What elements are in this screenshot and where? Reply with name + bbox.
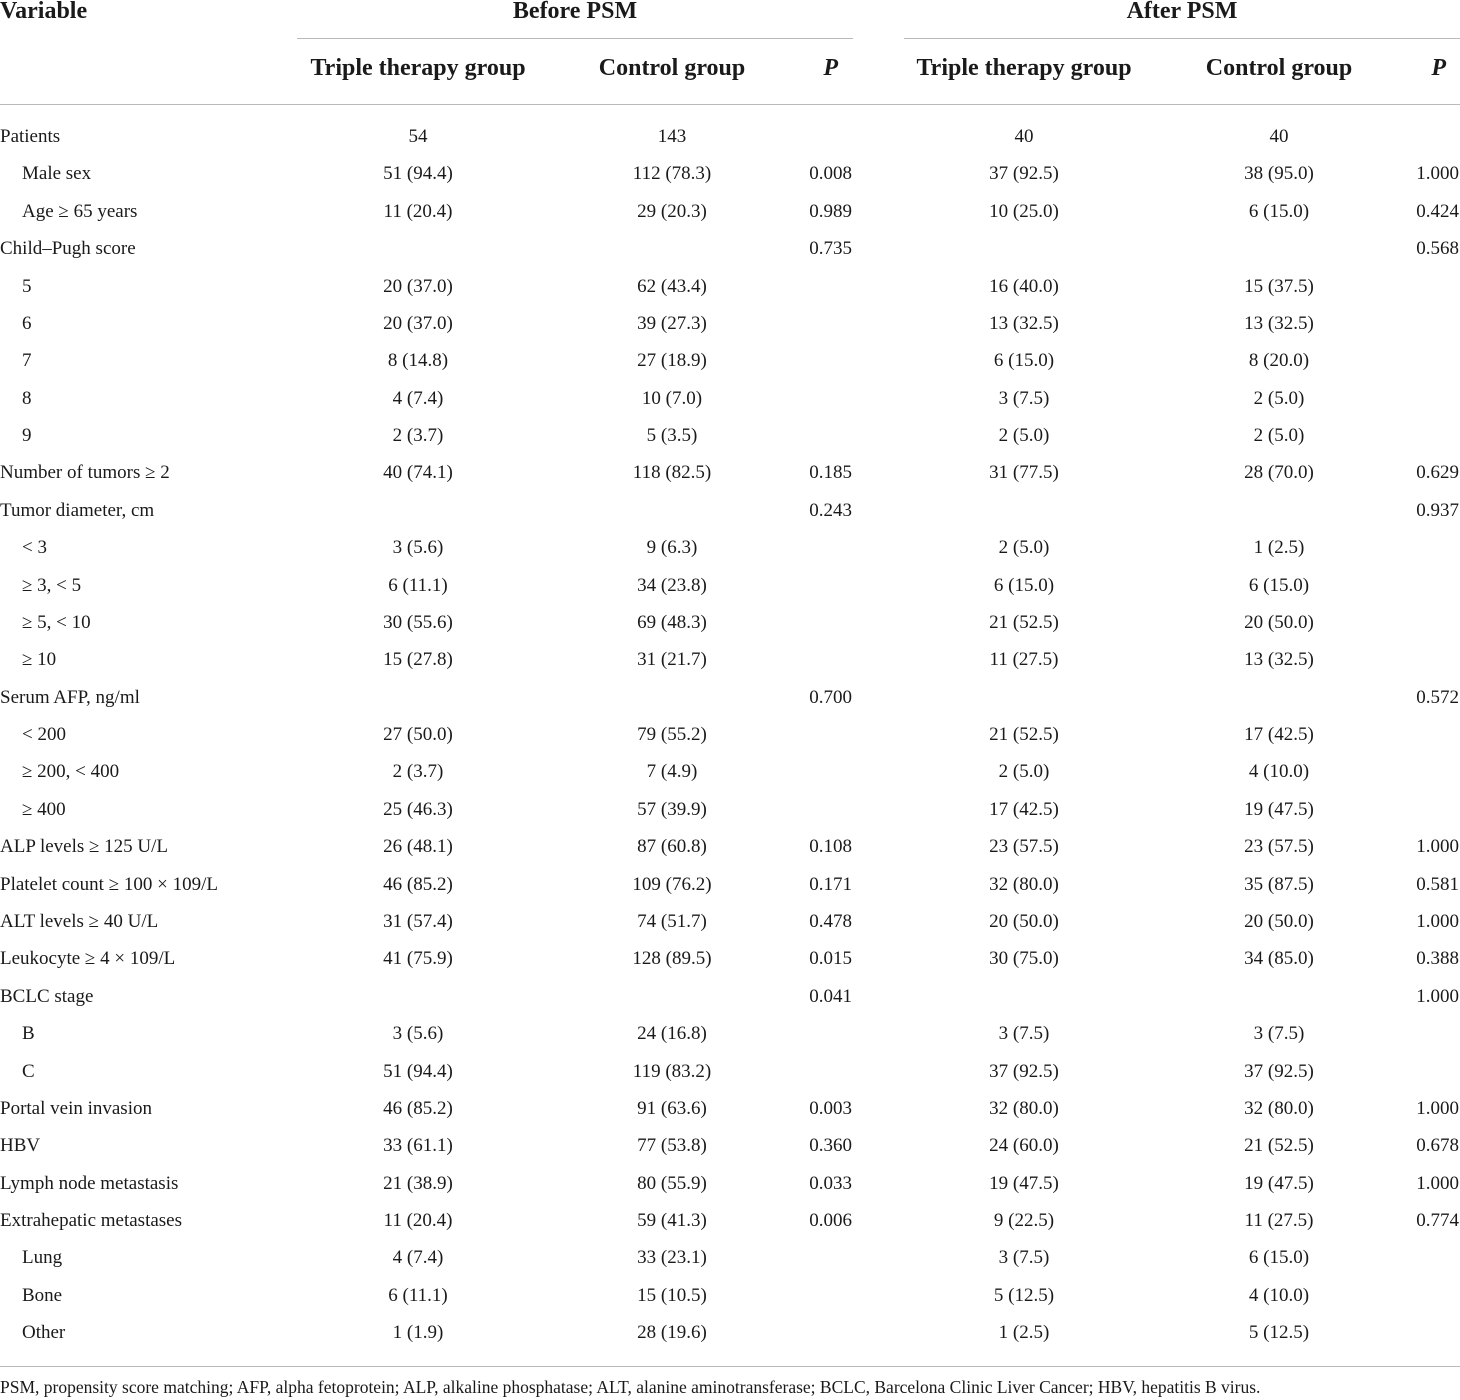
- cell-before-control: 77 (53.8): [637, 1135, 707, 1157]
- cell-before-triple: 20 (37.0): [383, 275, 453, 297]
- cell-after-control: 17 (42.5): [1244, 724, 1314, 746]
- cell-before-control: 74 (51.7): [637, 910, 707, 932]
- cell-after-control: 34 (85.0): [1244, 948, 1314, 970]
- row-label: Number of tumors ≥ 2: [0, 462, 170, 484]
- cell-after-p: 0.581: [1416, 873, 1459, 895]
- cell-before-p: 0.735: [809, 238, 852, 260]
- cell-after-control: 6 (15.0): [1248, 200, 1310, 222]
- table-row: [0, 1202, 1460, 1239]
- cell-after-triple: 32 (80.0): [989, 873, 1059, 895]
- cell-after-triple: 31 (77.5): [989, 462, 1059, 484]
- table-row: [0, 1127, 1460, 1164]
- header-after-psm: After PSM: [1126, 0, 1238, 24]
- cell-after-triple: 19 (47.5): [989, 1172, 1059, 1194]
- cell-before-triple: 54: [408, 126, 428, 147]
- row-label: Child–Pugh score: [0, 238, 136, 260]
- cell-after-p: 1.000: [1416, 1172, 1459, 1194]
- cell-after-control: 35 (87.5): [1244, 873, 1314, 895]
- row-label: Portal vein invasion: [0, 1097, 152, 1119]
- cell-after-triple: 40: [1014, 126, 1034, 147]
- table-footnote: PSM, propensity score matching; AFP, alpha fetoprotein; ALP, alkaline phosphatase; ALT, alanine aminotransferase; BCLC, Barcelona Clinic Liver Cancer; HBV, hepatitis B virus.: [0, 1377, 1261, 1397]
- cell-before-triple: 51 (94.4): [383, 163, 453, 185]
- cell-after-control: 20 (50.0): [1244, 910, 1314, 932]
- cell-after-triple: 3 (7.5): [998, 387, 1050, 409]
- row-label: Lymph node metastasis: [0, 1172, 179, 1194]
- cell-after-control: 21 (52.5): [1244, 1135, 1314, 1157]
- cell-after-control: 1 (2.5): [1253, 537, 1305, 559]
- row-label: ALT levels ≥ 40 U/L: [0, 910, 159, 932]
- cell-after-control: 19 (47.5): [1244, 798, 1314, 820]
- cell-before-triple: 33 (61.1): [383, 1135, 453, 1157]
- cell-after-control: 40: [1269, 126, 1289, 147]
- cell-before-triple: 4 (7.4): [392, 387, 444, 409]
- row-label: 5: [22, 275, 32, 297]
- cell-after-control: 2 (5.0): [1253, 387, 1305, 409]
- cell-after-triple: 30 (75.0): [989, 948, 1059, 970]
- table-row: [0, 1277, 1460, 1314]
- table-row: [0, 454, 1460, 491]
- cell-before-triple: 6 (11.1): [388, 574, 448, 596]
- row-label: 6: [22, 312, 32, 334]
- table-row: [0, 380, 1460, 417]
- cell-before-control: 15 (10.5): [637, 1284, 707, 1306]
- cell-after-p: 1.000: [1416, 836, 1459, 858]
- cell-before-p: 0.243: [809, 499, 852, 521]
- cell-after-p: 1.000: [1416, 985, 1459, 1007]
- header-after-p: P: [1431, 55, 1446, 81]
- header-variable: Variable: [0, 0, 88, 24]
- cell-after-control: 37 (92.5): [1244, 1060, 1314, 1082]
- row-label: Lung: [22, 1247, 63, 1269]
- cell-after-triple: 2 (5.0): [998, 537, 1050, 559]
- cell-before-triple: 20 (37.0): [383, 312, 453, 334]
- row-label: ≥ 200, < 400: [22, 761, 120, 783]
- row-label: ≥ 5, < 10: [22, 611, 91, 633]
- cell-before-triple: 3 (5.6): [392, 1023, 444, 1045]
- cell-before-control: 59 (41.3): [637, 1210, 707, 1232]
- table-row: [0, 903, 1460, 940]
- after-psm-underline: [904, 38, 1460, 39]
- table-row: [0, 1015, 1460, 1052]
- table-row: [0, 567, 1460, 604]
- cell-after-control: 28 (70.0): [1244, 462, 1314, 484]
- cell-before-triple: 8 (14.8): [387, 350, 449, 372]
- row-label: BCLC stage: [0, 985, 94, 1007]
- cell-before-triple: 46 (85.2): [383, 873, 453, 895]
- table-row: [0, 118, 1460, 155]
- row-label: Platelet count ≥ 100 × 109/L: [0, 873, 218, 895]
- cell-after-p: 0.774: [1416, 1210, 1459, 1232]
- cell-after-p: 1.000: [1416, 910, 1459, 932]
- cell-before-control: 119 (83.2): [632, 1060, 712, 1082]
- header-before-psm: Before PSM: [512, 0, 638, 24]
- cell-after-triple: 1 (2.5): [998, 1322, 1050, 1344]
- cell-before-control: 57 (39.9): [637, 798, 707, 820]
- table-row: [0, 342, 1460, 379]
- cell-before-control: 5 (3.5): [646, 425, 698, 447]
- cell-before-triple: 51 (94.4): [383, 1060, 453, 1082]
- cell-before-control: 33 (23.1): [637, 1247, 707, 1269]
- cell-before-p: 0.171: [809, 873, 852, 895]
- cell-before-triple: 46 (85.2): [383, 1097, 453, 1119]
- row-label: 8: [22, 387, 32, 409]
- cell-before-control: 62 (43.4): [637, 275, 707, 297]
- cell-after-triple: 24 (60.0): [989, 1135, 1059, 1157]
- cell-after-p: 0.424: [1416, 200, 1459, 222]
- cell-before-triple: 31 (57.4): [383, 910, 453, 932]
- cell-before-p: 0.185: [809, 462, 852, 484]
- cell-after-triple: 17 (42.5): [989, 798, 1059, 820]
- cell-before-triple: 27 (50.0): [383, 724, 453, 746]
- cell-after-triple: 21 (52.5): [989, 724, 1059, 746]
- cell-before-triple: 2 (3.7): [392, 761, 444, 783]
- table-row: [0, 492, 1460, 529]
- cell-after-triple: 37 (92.5): [989, 1060, 1059, 1082]
- cell-before-triple: 11 (20.4): [383, 1210, 453, 1232]
- row-label: < 3: [22, 537, 47, 559]
- cell-before-triple: 4 (7.4): [392, 1247, 444, 1269]
- cell-before-control: 91 (63.6): [637, 1097, 707, 1119]
- header-before-p: P: [823, 55, 838, 81]
- cell-before-triple: 41 (75.9): [383, 948, 453, 970]
- row-label: Age ≥ 65 years: [22, 200, 138, 222]
- cell-before-triple: 11 (20.4): [383, 200, 453, 222]
- table-row: [0, 193, 1460, 230]
- cell-after-triple: 3 (7.5): [998, 1247, 1050, 1269]
- cell-after-p: 1.000: [1416, 1097, 1459, 1119]
- cell-before-control: 28 (19.6): [637, 1322, 707, 1344]
- cell-before-control: 10 (7.0): [641, 387, 703, 409]
- table-row: [0, 940, 1460, 977]
- cell-before-p: 0.003: [809, 1097, 852, 1119]
- cell-before-control: 128 (89.5): [632, 948, 712, 970]
- cell-before-control: 112 (78.3): [632, 163, 712, 185]
- cell-before-triple: 30 (55.6): [383, 611, 453, 633]
- cell-after-triple: 20 (50.0): [989, 910, 1059, 932]
- cell-before-control: 39 (27.3): [637, 312, 707, 334]
- table-row: [0, 1314, 1460, 1351]
- cell-before-control: 24 (16.8): [637, 1023, 707, 1045]
- cell-after-triple: 16 (40.0): [989, 275, 1059, 297]
- cell-before-control: 79 (55.2): [637, 724, 707, 746]
- cell-before-triple: 26 (48.1): [383, 836, 453, 858]
- before-psm-underline: [297, 38, 853, 39]
- header-before-control: Control group: [598, 55, 746, 81]
- cell-after-control: 6 (15.0): [1248, 1247, 1310, 1269]
- cell-after-control: 15 (37.5): [1244, 275, 1314, 297]
- table-row: [0, 1090, 1460, 1127]
- cell-after-control: 3 (7.5): [1253, 1023, 1305, 1045]
- cell-before-control: 34 (23.8): [637, 574, 707, 596]
- cell-after-control: 4 (10.0): [1248, 1284, 1310, 1306]
- cell-after-p: 0.678: [1416, 1135, 1459, 1157]
- row-label: Patients: [0, 126, 61, 147]
- table-row: [0, 978, 1460, 1015]
- cell-after-p: 1.000: [1416, 163, 1459, 185]
- cell-after-p: 0.937: [1416, 499, 1459, 521]
- cell-before-triple: 15 (27.8): [383, 649, 453, 671]
- cell-after-triple: 37 (92.5): [989, 163, 1059, 185]
- cell-after-triple: 13 (32.5): [989, 312, 1059, 334]
- row-label: Serum AFP, ng/ml: [0, 686, 140, 708]
- cell-before-triple: 40 (74.1): [383, 462, 453, 484]
- cell-after-control: 11 (27.5): [1244, 1210, 1314, 1232]
- row-label: Leukocyte ≥ 4 × 109/L: [0, 948, 176, 970]
- table-row: [0, 679, 1460, 716]
- header-before-triple: Triple therapy group: [310, 55, 526, 81]
- table-row: [0, 268, 1460, 305]
- cell-before-control: 87 (60.8): [637, 836, 707, 858]
- cell-after-triple: 21 (52.5): [989, 611, 1059, 633]
- cell-before-triple: 6 (11.1): [388, 1284, 448, 1306]
- cell-before-control: 7 (4.9): [646, 761, 698, 783]
- header-after-triple: Triple therapy group: [916, 55, 1132, 81]
- row-label: < 200: [22, 724, 66, 746]
- table-row: [0, 230, 1460, 267]
- table-row: [0, 1053, 1460, 1090]
- cell-before-p: 0.006: [809, 1210, 852, 1232]
- cell-before-p: 0.478: [809, 910, 852, 932]
- cell-after-control: 38 (95.0): [1244, 163, 1314, 185]
- cell-after-control: 20 (50.0): [1244, 611, 1314, 633]
- cell-after-control: 23 (57.5): [1244, 836, 1314, 858]
- table-row: [0, 417, 1460, 454]
- cell-after-triple: 10 (25.0): [989, 200, 1059, 222]
- cell-after-triple: 5 (12.5): [993, 1284, 1055, 1306]
- cell-before-control: 80 (55.9): [637, 1172, 707, 1194]
- cell-before-control: 31 (21.7): [637, 649, 707, 671]
- cell-after-p: 0.629: [1416, 462, 1459, 484]
- table-row: [0, 753, 1460, 790]
- cell-after-control: 13 (32.5): [1244, 649, 1314, 671]
- cell-after-triple: 6 (15.0): [993, 574, 1055, 596]
- table-row: [0, 791, 1460, 828]
- row-label: Bone: [22, 1284, 63, 1306]
- cell-before-p: 0.041: [809, 985, 852, 1007]
- cell-before-p: 0.700: [809, 686, 852, 708]
- cell-after-triple: 6 (15.0): [993, 350, 1055, 372]
- cell-after-control: 4 (10.0): [1248, 761, 1310, 783]
- row-label: ≥ 3, < 5: [22, 574, 82, 596]
- row-label: ≥ 10: [22, 649, 57, 671]
- row-label: ALP levels ≥ 125 U/L: [0, 836, 169, 858]
- cell-before-control: 118 (82.5): [632, 462, 712, 484]
- cell-before-triple: 21 (38.9): [383, 1172, 453, 1194]
- cell-after-triple: 2 (5.0): [998, 761, 1050, 783]
- row-label: Tumor diameter, cm: [0, 499, 155, 521]
- table-row: [0, 641, 1460, 678]
- cell-before-control: 69 (48.3): [637, 611, 707, 633]
- cell-before-p: 0.360: [809, 1135, 852, 1157]
- cell-before-triple: 1 (1.9): [392, 1322, 444, 1344]
- cell-after-triple: 23 (57.5): [989, 836, 1059, 858]
- row-label: HBV: [0, 1135, 41, 1157]
- table-row: [0, 828, 1460, 865]
- cell-after-triple: 9 (22.5): [993, 1210, 1055, 1232]
- cell-before-p: 0.989: [809, 200, 852, 222]
- cell-before-p: 0.015: [809, 948, 852, 970]
- cell-after-control: 13 (32.5): [1244, 312, 1314, 334]
- cell-before-triple: 2 (3.7): [392, 425, 444, 447]
- cell-before-p: 0.108: [809, 836, 852, 858]
- cell-after-triple: 11 (27.5): [989, 649, 1059, 671]
- cell-after-p: 0.388: [1416, 948, 1459, 970]
- table-row: [0, 529, 1460, 566]
- table-bottom-rule: [0, 1366, 1460, 1367]
- cell-after-triple: 32 (80.0): [989, 1097, 1059, 1119]
- row-label: Extrahepatic metastases: [0, 1210, 183, 1232]
- cell-before-control: 9 (6.3): [646, 537, 698, 559]
- table-row: [0, 716, 1460, 753]
- row-label: ≥ 400: [22, 798, 66, 820]
- cell-after-p: 0.568: [1416, 238, 1459, 260]
- cell-after-control: 8 (20.0): [1248, 350, 1310, 372]
- cell-before-control: 29 (20.3): [637, 200, 707, 222]
- row-label: C: [22, 1060, 35, 1082]
- row-label: Male sex: [22, 163, 92, 185]
- row-label: Other: [22, 1322, 66, 1344]
- cell-before-control: 109 (76.2): [632, 873, 712, 895]
- cell-after-triple: 2 (5.0): [998, 425, 1050, 447]
- header-bottom-rule: [0, 104, 1460, 105]
- cell-after-p: 0.572: [1416, 686, 1459, 708]
- table-row: [0, 1165, 1460, 1202]
- cell-before-control: 27 (18.9): [637, 350, 707, 372]
- table-row: [0, 604, 1460, 641]
- table-row: [0, 1239, 1460, 1276]
- row-label: B: [22, 1023, 35, 1045]
- cell-before-p: 0.033: [809, 1172, 852, 1194]
- cell-before-triple: 3 (5.6): [392, 537, 444, 559]
- cell-after-control: 32 (80.0): [1244, 1097, 1314, 1119]
- table-row: [0, 866, 1460, 903]
- cell-after-triple: 3 (7.5): [998, 1023, 1050, 1045]
- row-label: 7: [22, 350, 32, 372]
- header-after-control: Control group: [1205, 55, 1353, 81]
- cell-after-control: 2 (5.0): [1253, 425, 1305, 447]
- cell-after-control: 5 (12.5): [1248, 1322, 1310, 1344]
- row-label: 9: [22, 425, 32, 447]
- table-row: [0, 155, 1460, 192]
- cell-before-p: 0.008: [809, 163, 852, 185]
- cell-after-control: 6 (15.0): [1248, 574, 1310, 596]
- cell-before-control: 143: [657, 126, 687, 147]
- table-row: [0, 305, 1460, 342]
- cell-after-control: 19 (47.5): [1244, 1172, 1314, 1194]
- cell-before-triple: 25 (46.3): [383, 798, 453, 820]
